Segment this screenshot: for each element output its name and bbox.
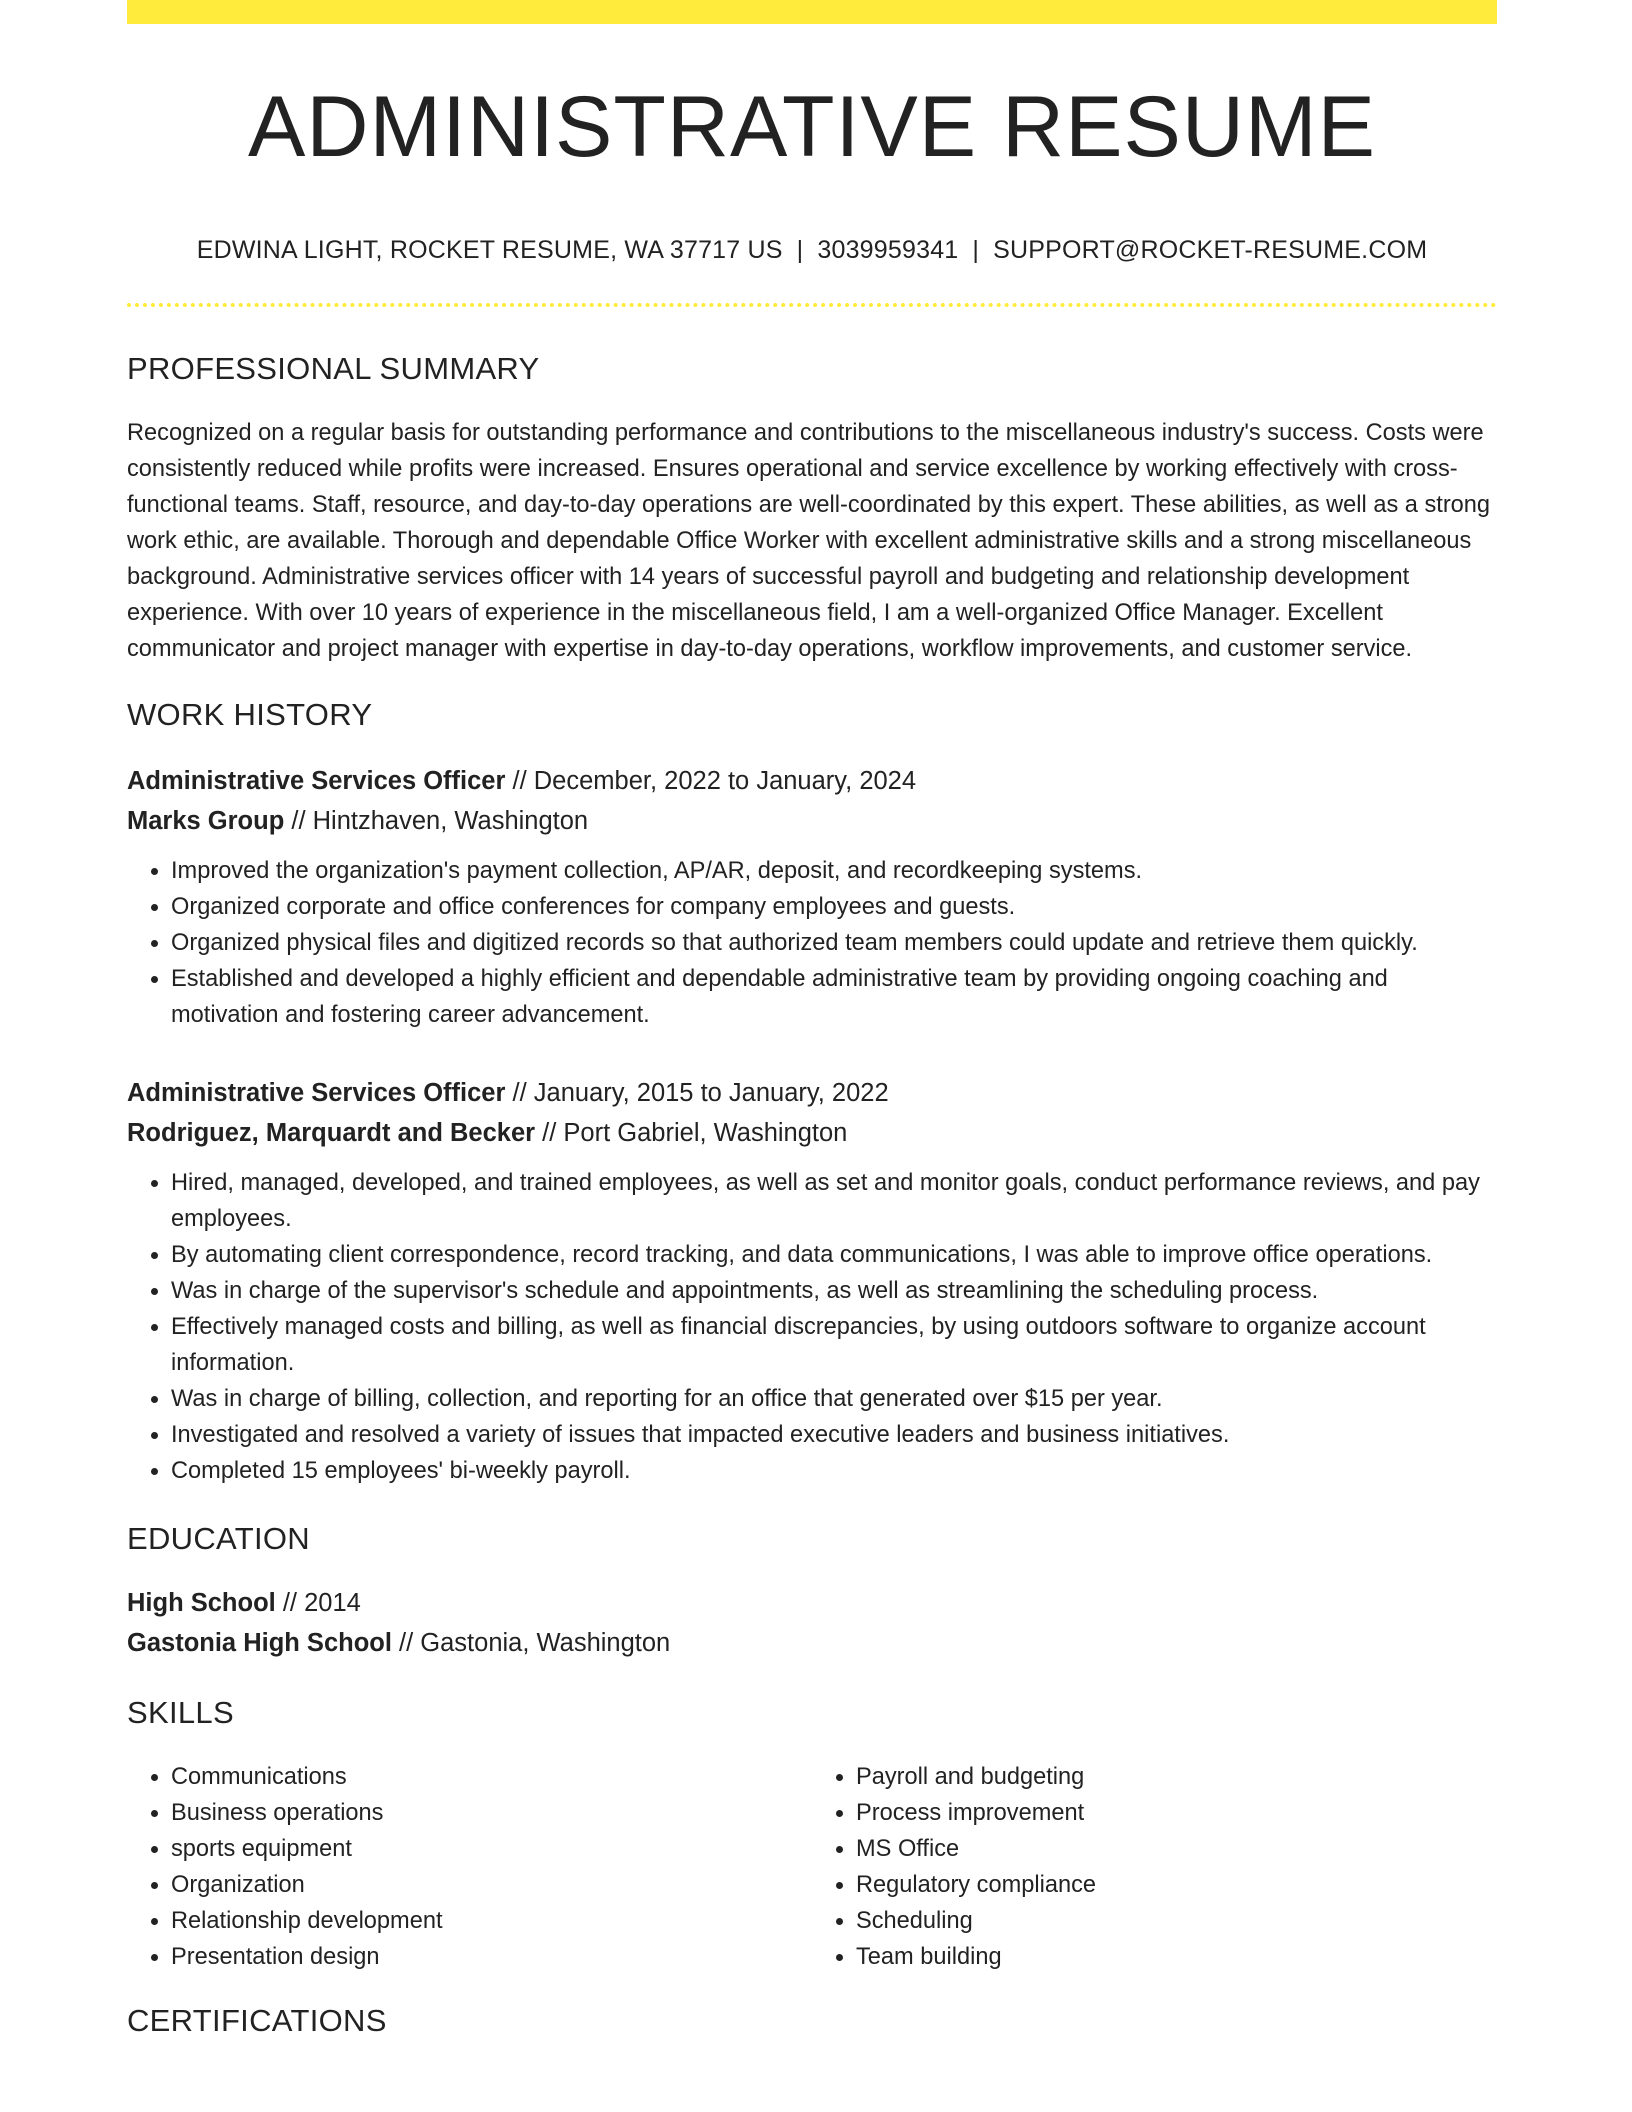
skill-item: • Communications [171, 1759, 812, 1795]
job-title-line [127, 761, 1497, 801]
contact-separator: | [796, 236, 804, 264]
section-heading-skills: SKILLS [127, 1695, 234, 1730]
job-entry [127, 1073, 1497, 1489]
job-company: Marks Group [127, 807, 285, 835]
section-heading-education: EDUCATION [127, 1521, 310, 1556]
job-company-line [127, 801, 1497, 841]
skill-item: • Regulatory compliance [856, 1867, 1497, 1903]
job-title: Administrative Services Officer [127, 1079, 506, 1107]
skill-item: • Relationship development [171, 1903, 812, 1939]
skill-item: • Team building [856, 1939, 1497, 1975]
contact-email: SUPPORT@ROCKET-RESUME.COM [993, 236, 1428, 264]
list-item: • Improved the organization's payment collection, AP/AR, deposit, and recordkeeping systems. [171, 853, 1497, 889]
dotted-divider [127, 303, 1497, 307]
section-heading-work-history: WORK HISTORY [127, 697, 373, 732]
contact-separator: | [972, 236, 980, 264]
skill-item: • MS Office [856, 1831, 1497, 1867]
contact-phone: 3039959341 [817, 236, 959, 264]
accent-top-bar [127, 0, 1497, 24]
list-item: • Was in charge of billing, collection, and reporting for an office that generated over $15 per year. [171, 1381, 1497, 1417]
job-bullet-list [127, 853, 1497, 1033]
job-title-line [127, 1073, 1497, 1113]
contact-address: EDWINA LIGHT, ROCKET RESUME, WA 37717 US [196, 236, 783, 264]
skill-item: • Business operations [171, 1795, 812, 1831]
job-location: // Port Gabriel, Washington [542, 1119, 848, 1147]
section-heading-summary: PROFESSIONAL SUMMARY [127, 351, 540, 386]
list-item: • Established and developed a highly efficient and dependable administrative team by providing ongoing coaching and motivation and fostering career advancement. [171, 961, 1497, 1033]
summary-paragraph: Recognized on a regular basis for outstanding performance and contributions to the miscellaneous industry's success. Costs were consistently reduced while profits were increased. Ensures operational and service excellence by working effectively with cross-functional teams. Staff, resource, and day-to-day operations are well-coordinated by this expert. These abilities, as well as a strong work ethic, are available. Thorough and dependable Office Worker with excellent administrative skills and a strong miscellaneous background. Administrative services officer with 14 years of successful payroll and budgeting and relationship development experience. With over 10 years of experience in the miscellaneous field, I am a well-organized Office Manager. Excellent communicator and project manager with expertise in day-to-day operations, workflow improvements, and customer service. [127, 420, 1491, 662]
skills-list-left [127, 1759, 812, 1975]
section-heading-certifications: CERTIFICATIONS [127, 2003, 387, 2038]
job-company: Rodriguez, Marquardt and Becker [127, 1119, 536, 1147]
list-item: • Effectively managed costs and billing, as well as financial discrepancies, by using outdoors software to organize account information. [171, 1309, 1497, 1381]
document-title: ADMINISTRATIVE RESUME [248, 79, 1376, 175]
list-item: • Hired, managed, developed, and trained employees, as well as set and monitor goals, conduct performance reviews, and pay employees. [171, 1165, 1497, 1237]
skill-item: • Organization [171, 1867, 812, 1903]
skill-item: • Process improvement [856, 1795, 1497, 1831]
job-entry [127, 761, 1497, 1033]
skill-item: • Payroll and budgeting [856, 1759, 1497, 1795]
skills-grid [127, 1759, 1497, 1975]
skill-item: • sports equipment [171, 1831, 812, 1867]
skill-item: • Scheduling [856, 1903, 1497, 1939]
job-bullet-list [127, 1165, 1497, 1489]
education-degree: High School [127, 1589, 276, 1617]
skill-item: • Presentation design [171, 1939, 812, 1975]
education-school-line [127, 1623, 1497, 1663]
education-year: // 2014 [282, 1589, 361, 1617]
education-school: Gastonia High School [127, 1629, 392, 1657]
education-degree-line [127, 1583, 1497, 1623]
list-item: • By automating client correspondence, record tracking, and data communications, I was able to improve office operations. [171, 1237, 1497, 1273]
education-location: // Gastonia, Washington [399, 1629, 671, 1657]
skills-list-right [812, 1759, 1497, 1975]
contact-line [127, 236, 1497, 265]
job-dates: // January, 2015 to January, 2022 [512, 1079, 889, 1107]
list-item: • Organized physical files and digitized records so that authorized team members could update and retrieve them quickly. [171, 925, 1497, 961]
list-item: • Completed 15 employees' bi-weekly payroll. [171, 1453, 1497, 1489]
job-title: Administrative Services Officer [127, 767, 506, 795]
resume-page [127, 0, 1497, 2039]
list-item: • Was in charge of the supervisor's schedule and appointments, as well as streamlining the scheduling process. [171, 1273, 1497, 1309]
job-dates: // December, 2022 to January, 2024 [512, 767, 917, 795]
job-company-line [127, 1113, 1497, 1153]
job-location: // Hintzhaven, Washington [291, 807, 589, 835]
list-item: • Investigated and resolved a variety of issues that impacted executive leaders and business initiatives. [171, 1417, 1497, 1453]
list-item: • Organized corporate and office conferences for company employees and guests. [171, 889, 1497, 925]
